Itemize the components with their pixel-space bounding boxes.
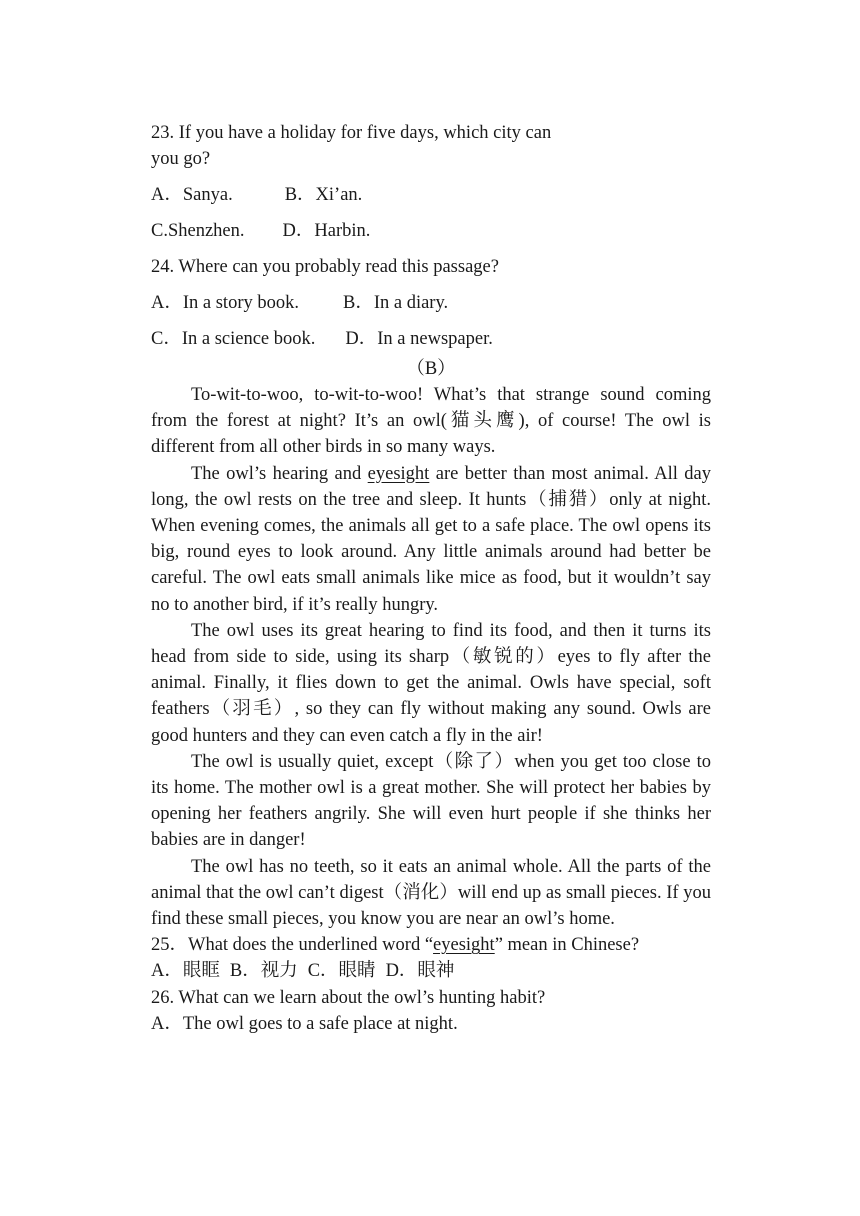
section-b-title: （B）: [406, 359, 456, 379]
question-23-line1: 23. If you have a holiday for five days, which city can: [151, 123, 552, 143]
question-25-underlined-word: eyesight: [433, 935, 495, 956]
passage-paragraph-4: The owl is usually quiet, except（除了）when you get too close to its home. The mother owl is a great mother. She will protect her babies by opening her feathers angrily. She will even hurt people if she thinks her babies are in danger!: [151, 751, 711, 851]
question-25-after: ” mean in Chinese?: [494, 935, 640, 956]
passage-paragraph-1: To-wit-to-woo, to-wit-to-woo! What’s that strange sound coming from the forest at night? It’s an owl(猫头鹰), of course! The owl is different from all other birds in so many ways.: [151, 385, 711, 458]
option-24-d: D．In a newspaper.: [345, 329, 493, 349]
option-26-a: A．The owl goes to a safe place at night.: [151, 1013, 458, 1034]
question-23-options-cd: [151, 218, 711, 244]
option-24-b: B．In a diary.: [342, 293, 449, 313]
option-25-a: A．眼眶: [151, 961, 220, 982]
option-23-a: A．Sanya.: [151, 185, 233, 205]
underlined-word-eyesight: eyesight: [367, 463, 430, 484]
option-23-b: B．Xi’an.: [284, 185, 363, 205]
question-25: [151, 932, 711, 958]
question-23-line2: you go?: [151, 149, 211, 169]
question-24-options-cd: [151, 326, 711, 352]
exam-page: [151, 120, 711, 1037]
paragraph-2-text-after: are better than most animal. All day long, the owl rests on the tree and sleep. It hunts（捕猎）only at night. When evening comes, the animals all get to a safe place. The owl opens its big, round eyes to look around. Any little animals around had better be careful. The owl eats small animals like mice as food, but it wouldn’t say no to another bird, if it’s really hungry.: [151, 463, 711, 615]
passage-paragraph-5: The owl has no teeth, so it eats an animal whole. All the parts of the animal that the owl can’t digest（消化）will end up as small pieces. If you find these small pieces, you know you are near an owl’s home.: [151, 856, 711, 930]
paragraph-2-text-before: The owl’s hearing and: [191, 463, 368, 484]
passage-paragraph-2: [151, 461, 711, 618]
question-25-before: 25．What does the underlined word “: [151, 935, 434, 956]
question-25-options: [151, 958, 711, 984]
option-25-b: B．视力: [229, 961, 298, 982]
option-23-d: D．Harbin.: [282, 221, 371, 241]
passage-paragraph-3: The owl uses its great hearing to find its food, and then it turns its head from side to side, using its sharp（敏锐的）eyes to fly after the animal. Finally, it flies down to get the animal. Owls have special, soft feathers（羽毛）, so they can fly without making any sound. Owls are good hunters and they can even catch a fly in the air!: [151, 620, 711, 746]
option-25-c: C．眼睛: [307, 961, 376, 982]
option-25-d: D．眼神: [385, 961, 455, 982]
question-26: 26. What can we learn about the owl’s hunting habit?: [151, 987, 546, 1008]
option-24-a: A．In a story book.: [151, 293, 299, 313]
question-24: 24. Where can you probably read this passage?: [151, 257, 499, 277]
option-24-c: C．In a science book.: [151, 329, 316, 349]
option-23-c: C.Shenzhen.: [151, 221, 245, 241]
question-23-options-ab: [151, 182, 711, 208]
question-24-options-ab: [151, 290, 711, 316]
